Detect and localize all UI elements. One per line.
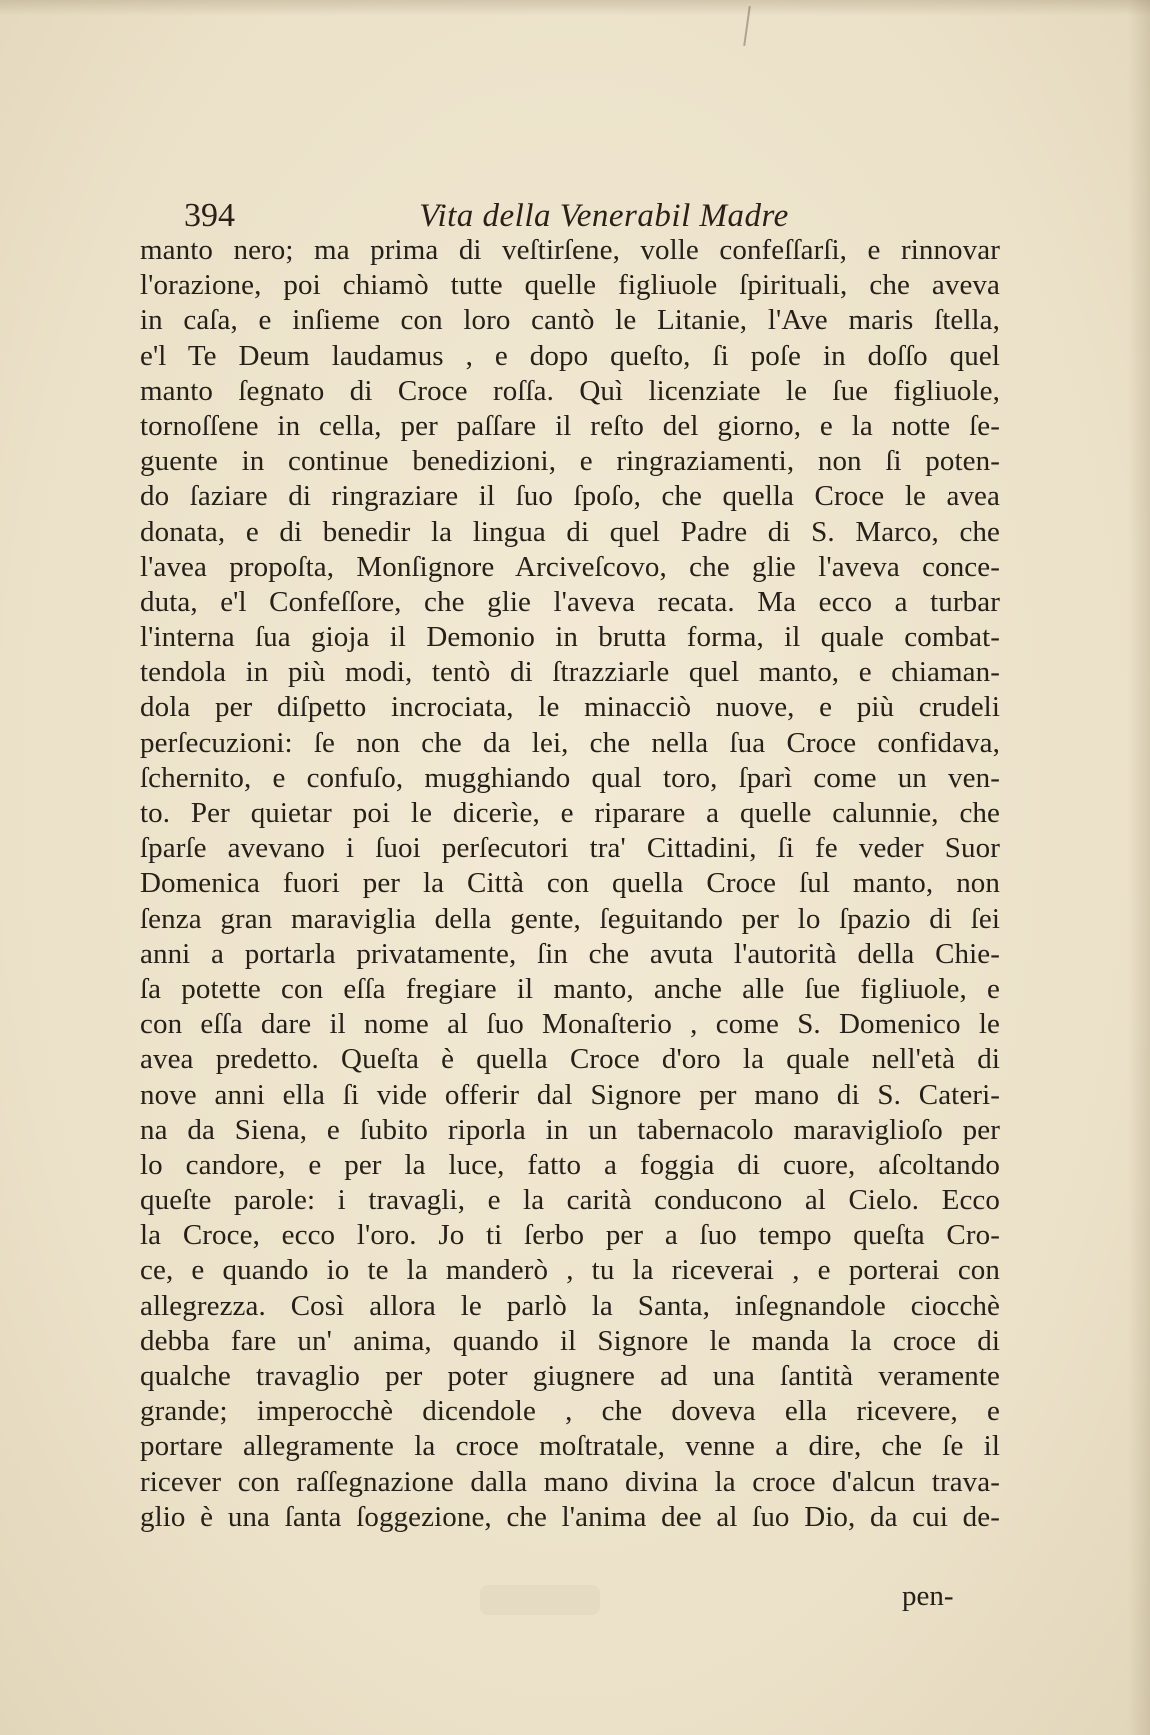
text-line: l'orazione, poi chiamò tutte quelle figliuole ſpirituali, che aveva [140,269,1000,302]
text-line: nove anni ella ſi vide offerir dal Signore per mano di S. Cateri- [140,1078,1000,1111]
text-line: guente in continue benedizioni, e ringraziamenti, non ſi poten- [140,445,1000,478]
text-line: con eſſa dare il nome al ſuo Monaſterio , come S. Domenico le [140,1008,1000,1041]
text-line: perſecuzioni: ſe non che da lei, che nella ſua Croce confidava, [140,726,1000,759]
body-text [140,233,1000,1535]
text-line: donata, e di benedir la lingua di quel Padre di S. Marco, che [140,515,1000,548]
text-line: ce, e quando io te la manderò , tu la riceverai , e porterai con [140,1254,1000,1287]
page-right-shadow [1128,0,1150,1735]
text-line: glio è una ſanta ſoggezione, che l'anima dee al ſuo Dio, da cui de- [140,1500,1000,1533]
text-line: allegrezza. Così allora le parlò la Santa, inſegnandole ciocchè [140,1289,1000,1322]
text-line: to. Per quietar poi le dicerìe, e riparare a quelle calunnie, che [140,797,1000,829]
text-line: in caſa, e inſieme con loro cantò le Litanie, l'Ave maris ſtella, [140,304,1000,337]
text-line: manto nero; ma prima di veſtirſene, volle confeſſarſi, e rinnovar [140,234,1000,266]
text-line: tornoſſene in cella, per paſſare il reſto del giorno, e la notte ſe- [140,409,1000,442]
text-line: ſchernito, e confuſo, mugghiando qual toro, ſparì come un ven- [140,761,1000,794]
text-line: e'l Te Deum laudamus , e dopo queſto, ſi poſe in doſſo quel [140,339,1000,372]
text-line: portare allegramente la croce moſtratale, venne a dire, che ſe il [140,1430,1000,1463]
text-line: ſparſe avevano i ſuoi perſecutori tra' Cittadini, ſi fe veder Suor [140,832,1000,865]
text-line: manto ſegnato di Croce roſſa. Quì licenziate le ſue figliuole, [140,374,1000,407]
text-line: ſa potette con eſſa fregiare il manto, anche alle ſue figliuole, e [140,972,1000,1005]
text-line: l'avea propoſta, Monſignore Arciveſcovo, che glie l'aveva conce- [140,550,1000,583]
text-line: grande; imperocchè dicendole , che doveva ella ricevere, e [140,1395,1000,1428]
text-line: anni a portarla privatamente, ſin che avuta l'autorità della Chie- [140,937,1000,970]
text-line: queſte parole: i travagli, e la carità conducono al Cielo. Ecco [140,1184,1000,1217]
text-line: na da Siena, e ſubito riporla in un tabernacolo maraviglioſo per [140,1113,1000,1146]
text-line: duta, e'l Confeſſore, che glie l'aveva recata. Ma ecco a turbar [140,585,1000,618]
running-title: Vita della Venerabil Madre [419,198,789,234]
text-line: l'interna ſua gioja il Demonio in brutta forma, il quale combat- [140,621,1000,654]
text-line: avea predetto. Queſta è quella Croce d'oro la quale nell'età di [140,1043,1000,1076]
catchword: pen- [902,1580,954,1612]
text-line: debba fare un' anima, quando il Signore le manda la croce di [140,1324,1000,1357]
ink-bleed [480,1585,600,1615]
text-line: dola per diſpetto incrociata, le minacciò nuove, e più crudeli [140,691,1000,724]
text-line: tendola in più modi, tentò di ſtrazziarle quel manto, e chiaman- [140,656,1000,689]
text-line: la Croce, ecco l'oro. Jo ti ſerbo per a ſuo tempo queſta Cro- [140,1219,1000,1252]
text-line: lo candore, e per la luce, fatto a foggia di cuore, aſcoltando [140,1148,1000,1181]
text-line: do ſaziare di ringraziare il ſuo ſpoſo, che quella Croce le avea [140,480,1000,513]
text-line: ricever con raſſegnazione dalla mano divina la croce d'alcun trava- [140,1465,1000,1498]
text-line: ſenza gran maraviglia della gente, ſeguitando per lo ſpazio di ſei [140,902,1000,935]
text-line: Domenica fuori per la Città con quella Croce ſul manto, non [140,867,1000,900]
page-top-shadow [0,0,1150,16]
text-line: qualche travaglio per poter giugnere ad una ſantità veramente [140,1360,1000,1392]
page-number: 394 [184,197,235,234]
